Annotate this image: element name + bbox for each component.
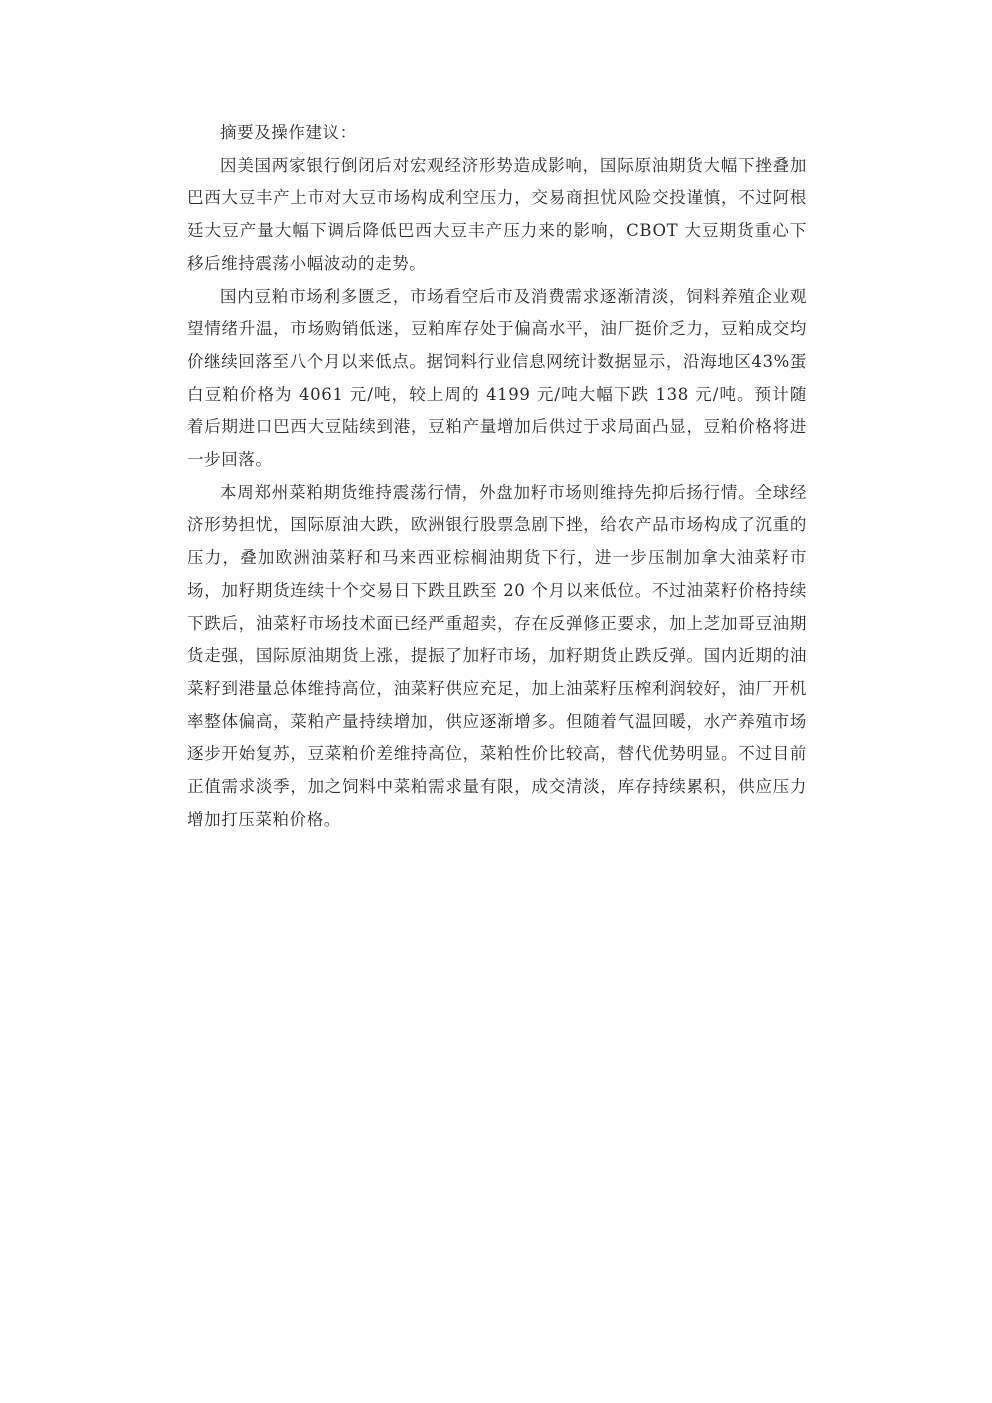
section-heading: 摘要及操作建议： — [220, 123, 357, 142]
paragraph-soymeal-market: 国内豆粕市场利多匮乏，市场看空后市及消费需求逐渐清淡，饲料养殖企业观望情绪升温，市场购销低迷，豆粕库存处于偏高水平，油厂挺价乏力，豆粕成交均价继续回落至八个月以来低点。据饲料行业信息网统计数据显示，沿海地区43%蛋白豆粕价格为 4061 元/吨，较上周的 4199 元/吨大幅下跌 138 元/吨。预计随着后期进口巴西大豆陆续到港，豆粕产量增加后供过于求局面凸显，豆粕价格将进一步回落。 — [187, 286, 807, 470]
paragraph-rapeseed-meal-market: 本周郑州菜粕期货维持震荡行情，外盘加籽市场则维持先抑后扬行情。全球经济形势担忧，国际原油大跌，欧洲银行股票急剧下挫，给农产品市场构成了沉重的压力，叠加欧洲油菜籽和马来西亚棕榈油期货下行，进一步压制加拿大油菜籽市场，加籽期货连续十个交易日下跌且跌至 20 个月以来低位。不过油菜籽价格持续下跌后，油菜籽市场技术面已经严重超卖，存在反弹修正要求，加上芝加哥豆油期货走强，国际原油期货上涨，提振了加籽市场，加籽期货止跌反弹。国内近期的油菜籽到港量总体维持高位，油菜籽供应充足，加上油菜籽压榨利润较好，油厂开机率整体偏高，菜粕产量持续增加，供应逐渐增多。但随着气温回暖，水产养殖市场逐步开始复苏，豆菜粕价差维持高位，菜粕性价比较高，替代优势明显。不过目前正值需求淡季，加之饲料中菜粕需求量有限，成交清淡，库存持续累积，供应压力增加打压菜粕价格。 — [187, 482, 807, 829]
document-body — [187, 117, 807, 836]
paragraph-soybean-market: 因美国两家银行倒闭后对宏观经济形势造成影响，国际原油期货大幅下挫叠加巴西大豆丰产上市对大豆市场构成利空压力，交易商担忧风险交投谨慎，不过阿根廷大豆产量大幅下调后降低巴西大豆丰产压力来的影响，CBOT 大豆期货重心下移后维持震荡小幅波动的走势。 — [187, 155, 807, 273]
